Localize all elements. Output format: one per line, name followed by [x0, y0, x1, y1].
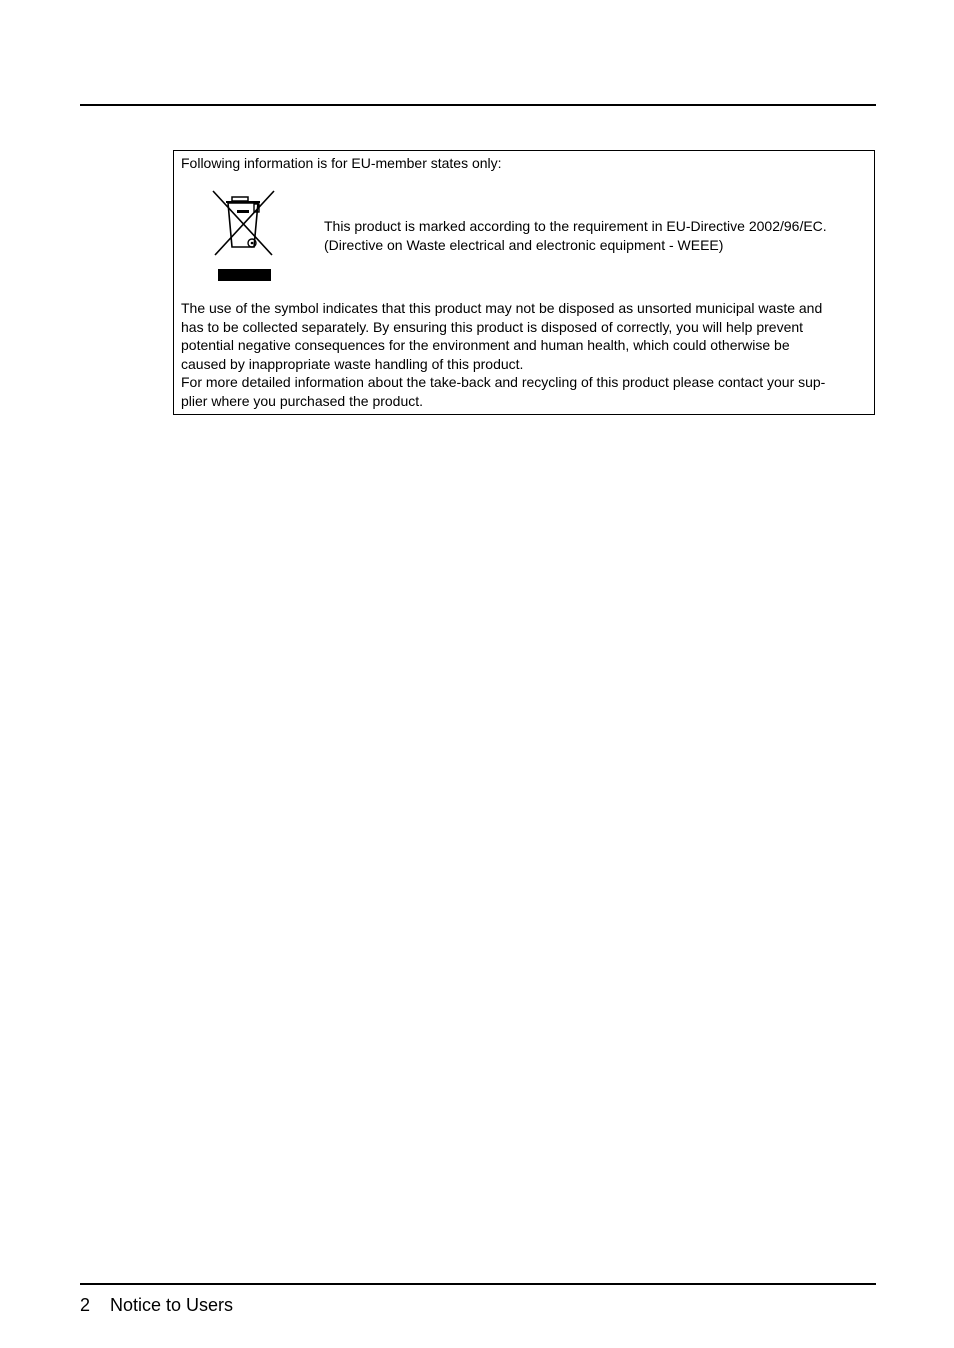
page-footer: [80, 1294, 233, 1316]
notice-intro: Following information is for EU-member states only:: [181, 155, 502, 171]
body-line: has to be collected separately. By ensuring this product is disposed of correctly, you will help prevent: [181, 318, 804, 335]
page-number: 2: [80, 1295, 91, 1315]
weee-statement: [324, 217, 827, 255]
header-rule: [80, 104, 876, 106]
footer-rule: [80, 1283, 876, 1285]
body-line: caused by inappropriate waste handling of this product.: [181, 355, 524, 372]
body-line: plier where you purchased the product.: [181, 392, 424, 409]
eu-notice-box: [173, 150, 875, 415]
weee-line: (Directive on Waste electrical and electronic equipment - WEEE): [324, 237, 724, 253]
disposal-paragraph: [181, 299, 867, 411]
section-title: Notice to Users: [110, 1295, 234, 1315]
body-line: For more detailed information about the take-back and recycling of this product please contact your sup-: [181, 374, 826, 391]
crossed-out-wheelie-bin-icon: [210, 189, 278, 284]
body-line: potential negative consequences for the environment and human health, which could otherwise be: [181, 337, 790, 354]
body-line: The use of the symbol indicates that this product may not be disposed as unsorted municipal waste and: [181, 300, 823, 316]
weee-line: This product is marked according to the requirement in EU-Directive 2002/96/EC.: [324, 218, 827, 234]
